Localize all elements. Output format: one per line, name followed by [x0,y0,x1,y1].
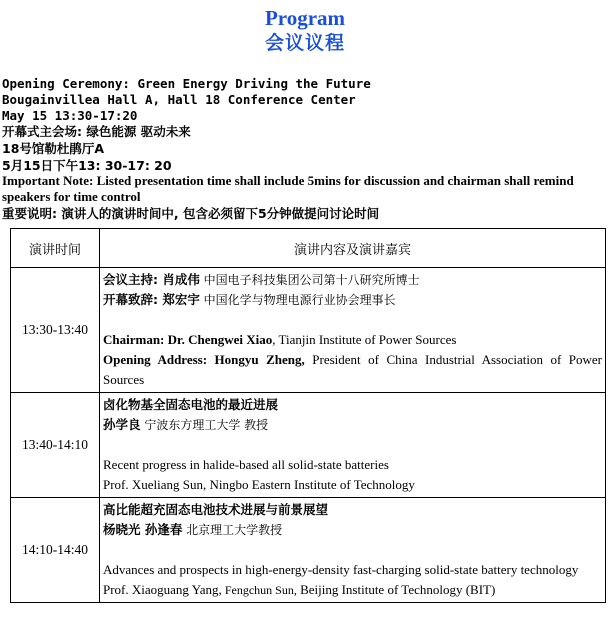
venue: Bougainvillea Hall A, Hall 18 Conference Center [2,92,356,107]
speaker-cn: 杨晓光 孙逢春 [103,522,183,537]
speaker-b: Fengchun Sun, [221,583,297,597]
table-row [11,268,606,393]
time-cn: 5月15日下午13: 30-17: 20 [2,158,172,173]
affiliation-cn: 北京理工大学教授 [182,523,283,537]
talk-title: Advances and prospects in high-energy-density fast-charging solid-state battery technology [103,562,579,577]
venue-cn: 18号馆勒杜鹃厅A [2,141,105,156]
affiliation-cn: 宁波东方理工大学 教授 [140,418,269,432]
col-header-time: 演讲时间 [11,229,100,268]
ceremony-title-cn: 开幕式主会场: 绿色能源 驱动未来 [2,124,191,139]
program-title: Program [264,6,346,30]
table-header-row [11,229,606,268]
speaker-a: Prof. Xiaoguang Yang, [103,582,222,597]
note-label: Important Note: [2,173,94,188]
opening-address-text: President of China Industrial Association of Power Sources [103,352,602,387]
time-en: May 15 13:30-17:20 [2,108,138,123]
talk-title-cn: 卤化物基全固态电池的最近进展 [103,397,279,412]
program-table [10,228,606,603]
session-content [100,268,606,393]
chairman-text: , Tianjin Institute of Power Sources [272,332,457,347]
talk-title-cn: 高比能超充固态电池技术进展与前景展望 [103,502,329,517]
table-row [11,393,606,498]
session-time: 13:40-14:10 [11,393,100,498]
note-text: Listed presentation time shall include 5mins for discussion and chairman shall remind speakers for time control [2,173,574,204]
opening-address-label: Opening Address: Hongyu Zheng, [103,352,305,367]
speaker-cn: 孙学良 [103,417,141,432]
important-note [2,173,608,204]
col-header-content: 演讲内容及演讲嘉宾 [100,229,606,268]
address-text-cn: 中国化学与物理电源行业协会理事长 [199,293,396,307]
talk-title: Recent progress in halide-based all solid-state batteries [103,457,389,472]
ceremony-title: Opening Ceremony: Green Energy Driving the Future [2,76,371,91]
speaker: Prof. Xueliang Sun, Ningbo Eastern Institute of Technology [103,477,415,492]
session-content [100,393,606,498]
program-title-cn: 会议议程 [264,33,345,54]
session-time: 14:10-14:40 [11,498,100,603]
chairman-label: Chairman: Dr. Chengwei Xiao [103,332,273,347]
table-row [11,498,606,603]
session-content [100,498,606,603]
important-note-cn: 重要说明: 演讲人的演讲时间中, 包含必须留下5分钟做提问讨论时间 [2,206,380,221]
host-text-cn: 中国电子科技集团公司第十八研究所博士 [199,273,420,287]
session-time: 13:30-13:40 [11,268,100,393]
address-label-cn: 开幕致辞: 郑宏宇 [103,292,200,307]
host-label-cn: 会议主持: 肖成伟 [103,272,200,287]
speaker-c: Beijing Institute of Technology (BIT) [296,582,496,597]
